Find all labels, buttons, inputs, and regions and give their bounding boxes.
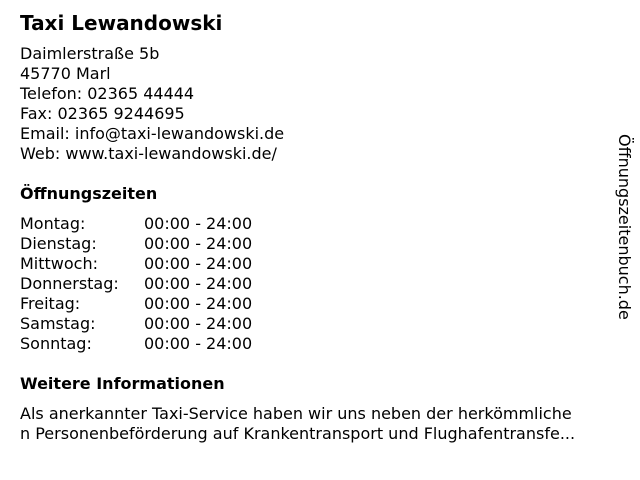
contact-block xyxy=(20,44,284,164)
more-info-line: n Personenbeförderung auf Krankentransport und Flughafentransfe... xyxy=(20,424,576,443)
hours-time: 00:00 - 24:00 xyxy=(144,314,253,333)
business-name: Taxi Lewandowski xyxy=(20,11,223,35)
hours-time: 00:00 - 24:00 xyxy=(144,334,253,353)
website-address: Web: www.taxi-lewandowski.de/ xyxy=(20,144,277,163)
hours-day: Samstag: xyxy=(20,314,96,333)
city-address: 45770 Marl xyxy=(20,64,111,83)
hours-day: Mittwoch: xyxy=(20,254,98,273)
hours-time: 00:00 - 24:00 xyxy=(144,254,253,273)
more-info-text xyxy=(20,404,620,444)
hours-row xyxy=(20,294,320,314)
hours-row xyxy=(20,274,320,294)
hours-day: Donnerstag: xyxy=(20,274,119,293)
site-brand-label: Öffnungszeitenbuch.de xyxy=(615,134,634,320)
hours-time: 00:00 - 24:00 xyxy=(144,274,253,293)
hours-row xyxy=(20,334,320,354)
email-address: Email: info@taxi-lewandowski.de xyxy=(20,124,285,143)
hours-time: 00:00 - 24:00 xyxy=(144,294,253,313)
hours-day: Sonntag: xyxy=(20,334,92,353)
hours-day: Montag: xyxy=(20,214,86,233)
hours-day: Dienstag: xyxy=(20,234,97,253)
hours-time: 00:00 - 24:00 xyxy=(144,214,253,233)
hours-time: 00:00 - 24:00 xyxy=(144,234,253,253)
phone-number: Telefon: 02365 44444 xyxy=(20,84,195,103)
hours-row xyxy=(20,254,320,274)
hours-row xyxy=(20,214,320,234)
hours-row xyxy=(20,234,320,254)
hours-row xyxy=(20,314,320,334)
opening-hours-table xyxy=(20,214,320,354)
more-info-heading: Weitere Informationen xyxy=(20,374,225,393)
hours-day: Freitag: xyxy=(20,294,81,313)
opening-hours-heading: Öffnungszeiten xyxy=(20,184,158,203)
street-address: Daimlerstraße 5b xyxy=(20,44,160,63)
fax-number: Fax: 02365 9244695 xyxy=(20,104,185,123)
more-info-line: Als anerkannter Taxi-Service haben wir uns neben der herkömmliche xyxy=(20,404,572,423)
